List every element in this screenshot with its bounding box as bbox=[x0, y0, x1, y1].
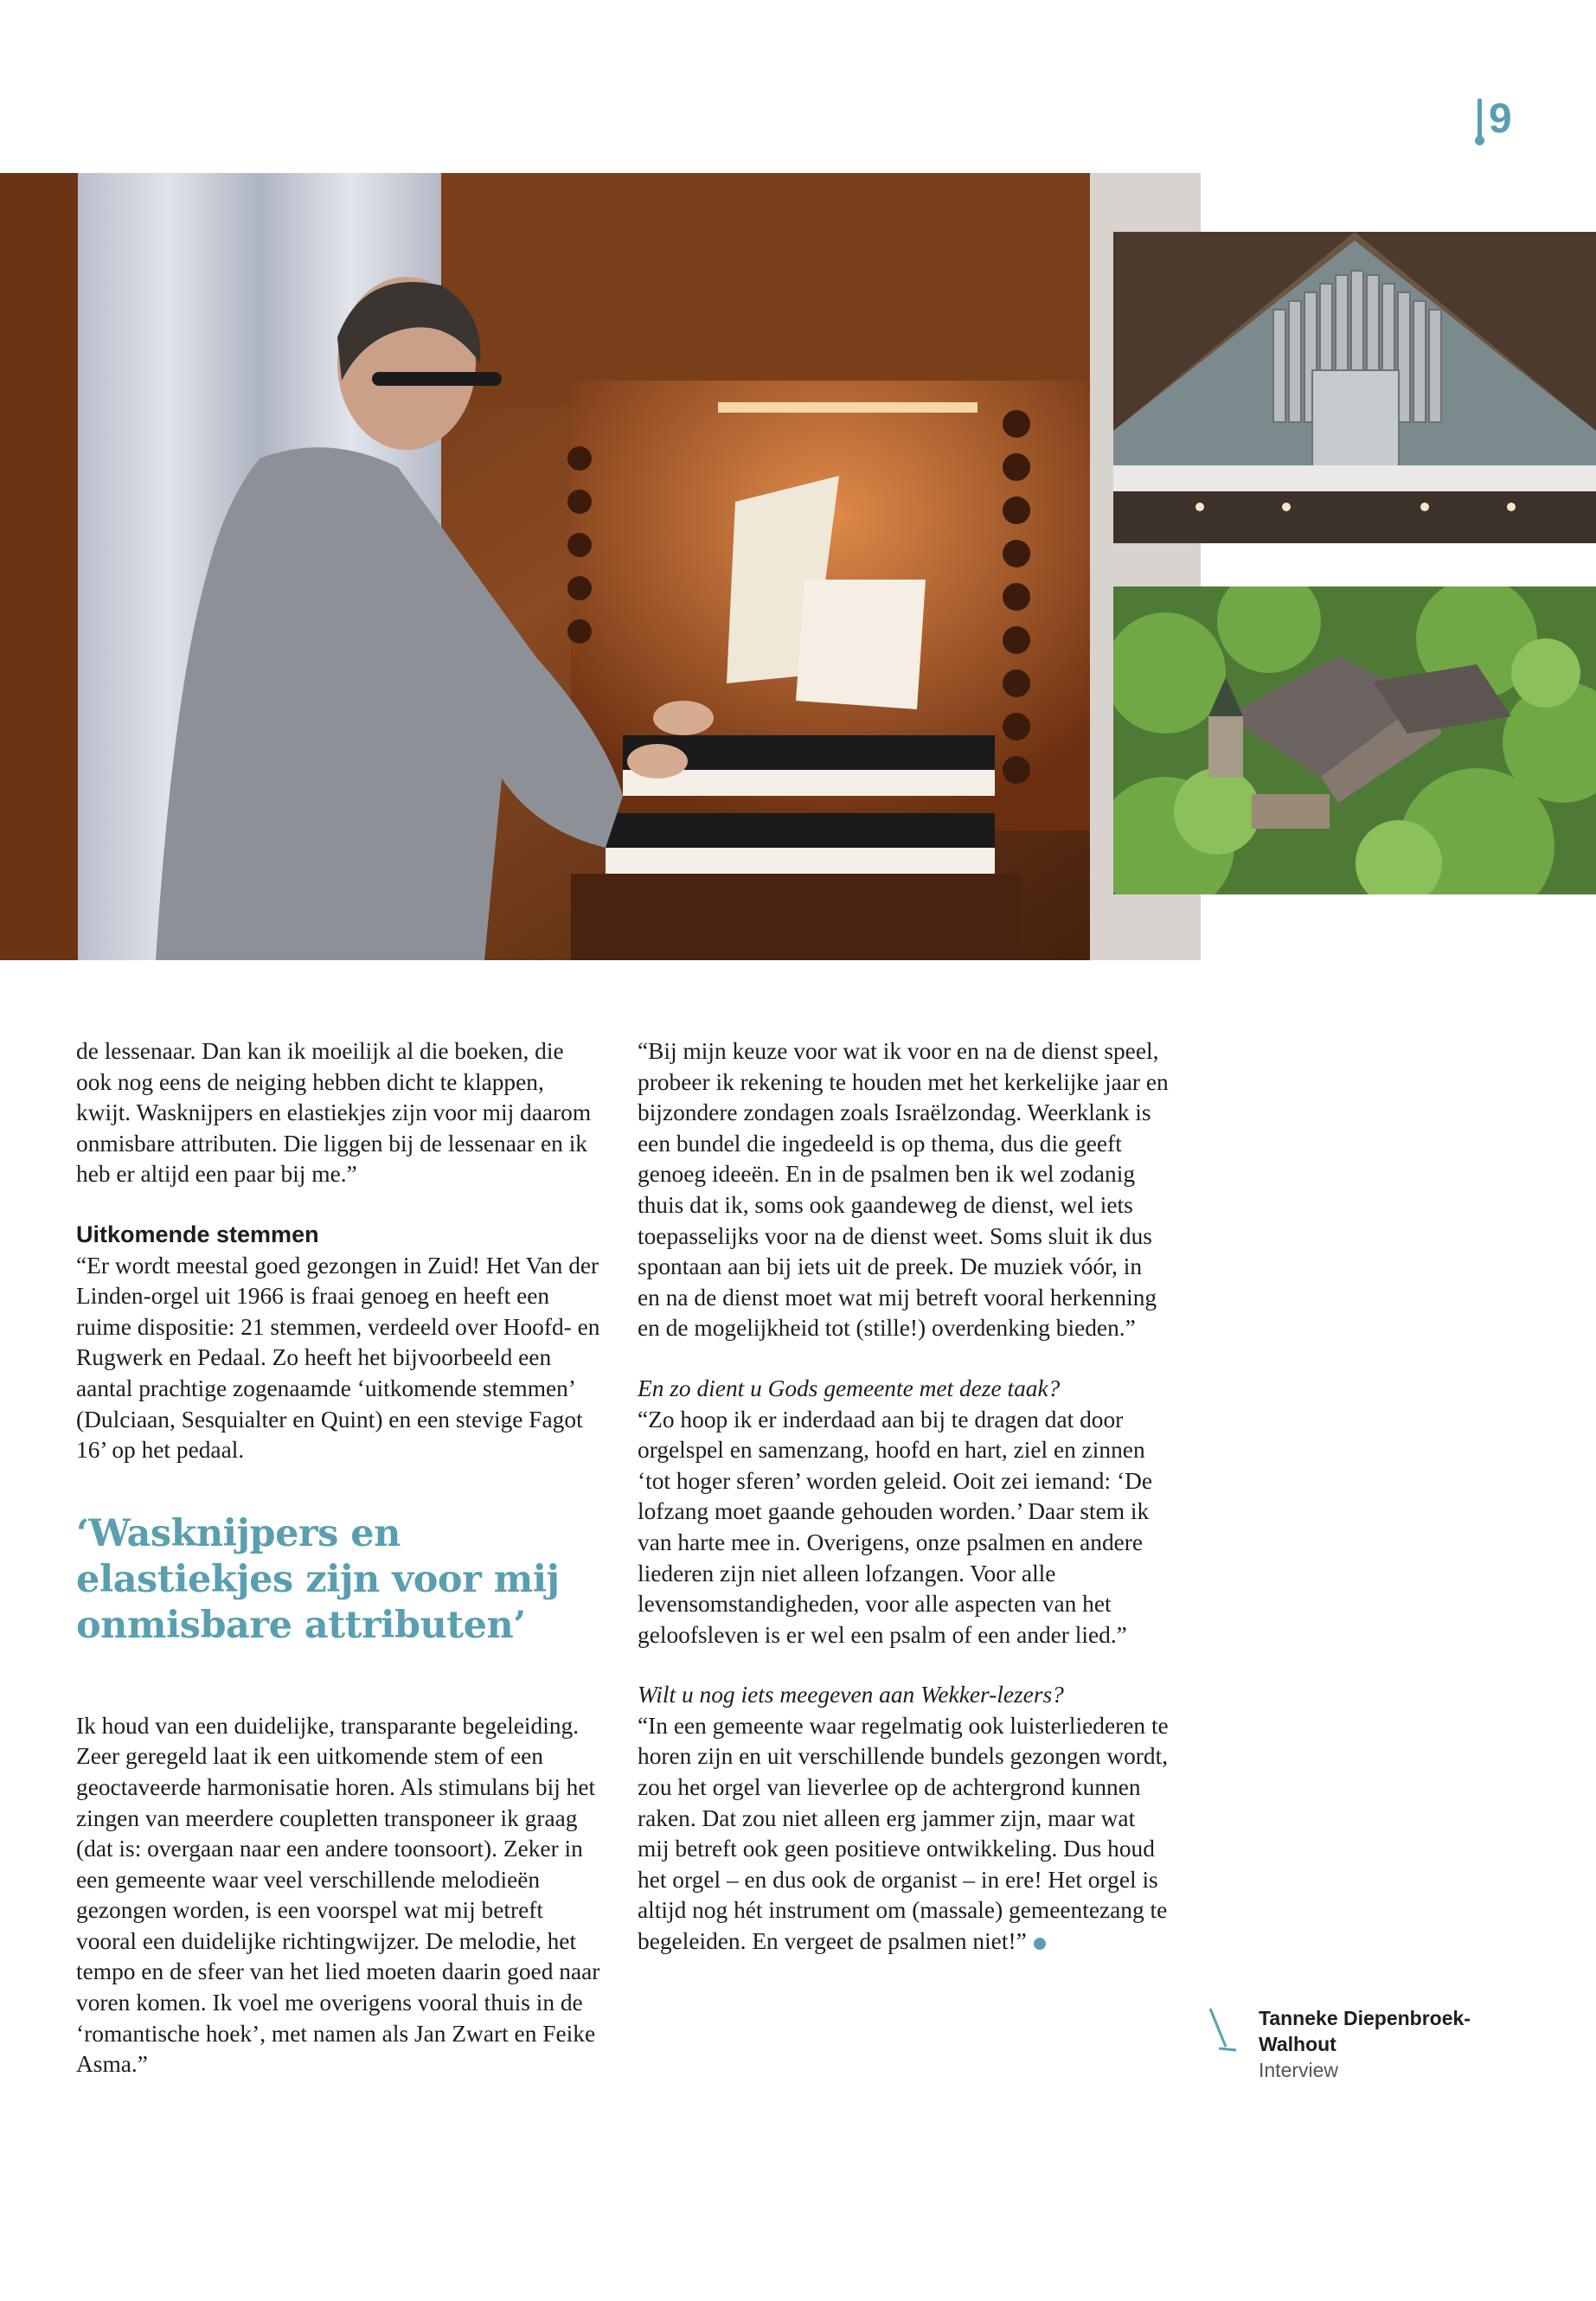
author-role: Interview bbox=[1259, 2059, 1339, 2081]
page-number bbox=[1477, 95, 1512, 144]
church-aerial-photo bbox=[1113, 586, 1596, 894]
organ-pipes-photo bbox=[1113, 232, 1596, 543]
page-number-text: 9 bbox=[1489, 96, 1512, 142]
organ-pipes-illustration bbox=[1113, 232, 1596, 543]
paragraph-lessenaar: de lessenaar. Dan kan ik moeilijk al die boeken, die ook nog eens de neiging hebben dicht te klappen, kwijt. Wasknijpers en elastiekjes zijn voor mij daarom onmisbare attributen. Die liggen bij de lessenaar en ik heb er altijd een paar bij me.” bbox=[76, 1038, 592, 1188]
paragraph-begeleiding: Ik houd van een duidelijke, transparante begeleiding. Zeer geregeld laat ik een uitkomende stem of een geoctaveerde harmonisatie horen. Als stimulans bij het zingen van meerdere coupletten transponeer ik graag (dat is: overgaan naar een andere toonsoort). Zeker in een gemeente waar veel verschillende melodieën gezongen worden, is een voorspel wat mij betreft vooral een duidelijke richtingwijzer. De melodie, het tempo en de sfeer van het lied moeten daarin goed naar voren komen. Ik voel me overigens vooral thuis in de ‘romantische hoek’, met namen als Jan Zwart en Feike Asma.” bbox=[76, 1712, 600, 2078]
text-column-left bbox=[76, 1036, 604, 2080]
church-aerial-illustration bbox=[1113, 586, 1596, 894]
paragraph-orgel: “Er wordt meestal goed gezongen in Zuid! Het Van der Linden-orgel uit 1966 is fraai genoeg en heeft een ruime dispositie: 21 stemmen, verdeeld over Hoofd- en Rugwerk en Pedaal. Zo heeft het bijvoorbeeld een aantal prachtige zogenaamde ‘uitkomende stemmen’ (Dulciaan, Sesquialter en Quint) en een stevige Fagot 16’ op het pedaal. bbox=[76, 1252, 600, 1464]
author-name-line1: Tanneke Diepenbroek- bbox=[1259, 2007, 1471, 2029]
paragraph-keuze: “Bij mijn keuze voor wat ik voor en na de dienst speel, probeer ik rekening te houden met het kerkelijke jaar en bijzondere zondagen zoals Israëlzondag. Weerklank is een bundel die ingedeeld is op thema, dus die geeft genoeg ideeën. En in de psalmen ben ik wel zodanig thuis dat ik, soms ook gaandeweg de dienst, wel iets toepasselijks voor na de dienst weet. Soms sluit ik dus spontaan aan bij iets uit de preek. De muziek vóór, in en na de dienst moet wat mij betreft vooral herkenning en de mogelijkheid tot (stille!) overdenking bieden.” bbox=[638, 1038, 1169, 1342]
byline-arrow-icon bbox=[1207, 2005, 1243, 2055]
paragraph-luisterliederen bbox=[638, 1711, 1170, 1958]
organist-photo bbox=[0, 173, 1201, 960]
end-mark-dot bbox=[1034, 1938, 1046, 1950]
pull-quote: ‘Wasknijpers en elastiekjes zijn voor mij onmisbare attributen’ bbox=[76, 1511, 560, 1647]
subheading-uitkomende-stemmen: Uitkomende stemmen bbox=[76, 1221, 319, 1247]
paragraph-hoger-sferen: “Zo hoop ik er inderdaad aan bij te dragen dat door orgelspel en samenzang, hoofd en hart, ziel en zinnen ‘tot hoger sferen’ worden geleid. Ooit zei iemand: ‘De lofzang moet gaande gehouden worden.’ Daar stem ik van harte mee in. Overigens, onze psalmen en andere liederen zijn niet alleen lofzangen. Voor alle levensomstandigheden, voor alle aspecten van het geloofsleven is er wel een psalm of een ander lied.” bbox=[638, 1406, 1153, 1648]
byline bbox=[1207, 2005, 1471, 2083]
question-wekker-lezers: Wilt u nog iets meegeven aan Wekker-lezers? bbox=[638, 1682, 1064, 1708]
page-number-bar bbox=[1477, 99, 1482, 140]
author-name-line2: Walhout bbox=[1259, 2033, 1336, 2055]
text-column-right bbox=[638, 1036, 1170, 1958]
question-gods-gemeente: En zo dient u Gods gemeente met deze taak? bbox=[638, 1375, 1061, 1401]
paragraph-luisterliederen-text: “In een gemeente waar regelmatig ook luisterliederen te horen zijn en uit verschillende bundels gezongen wordt, zou het orgel van lieverlee op de achtergrond kunnen raken. Dat zou niet alleen erg jammer zijn, maar wat mij betreft ook geen positieve ontwikkeling. Dus houd het orgel – en dus ook de organist – in ere! Het orgel is altijd nog hét instrument om (massale) gemeentezang te begeleiden. En vergeet de psalmen niet!” bbox=[638, 1712, 1169, 1955]
organist-photo-illustration bbox=[0, 173, 1201, 960]
